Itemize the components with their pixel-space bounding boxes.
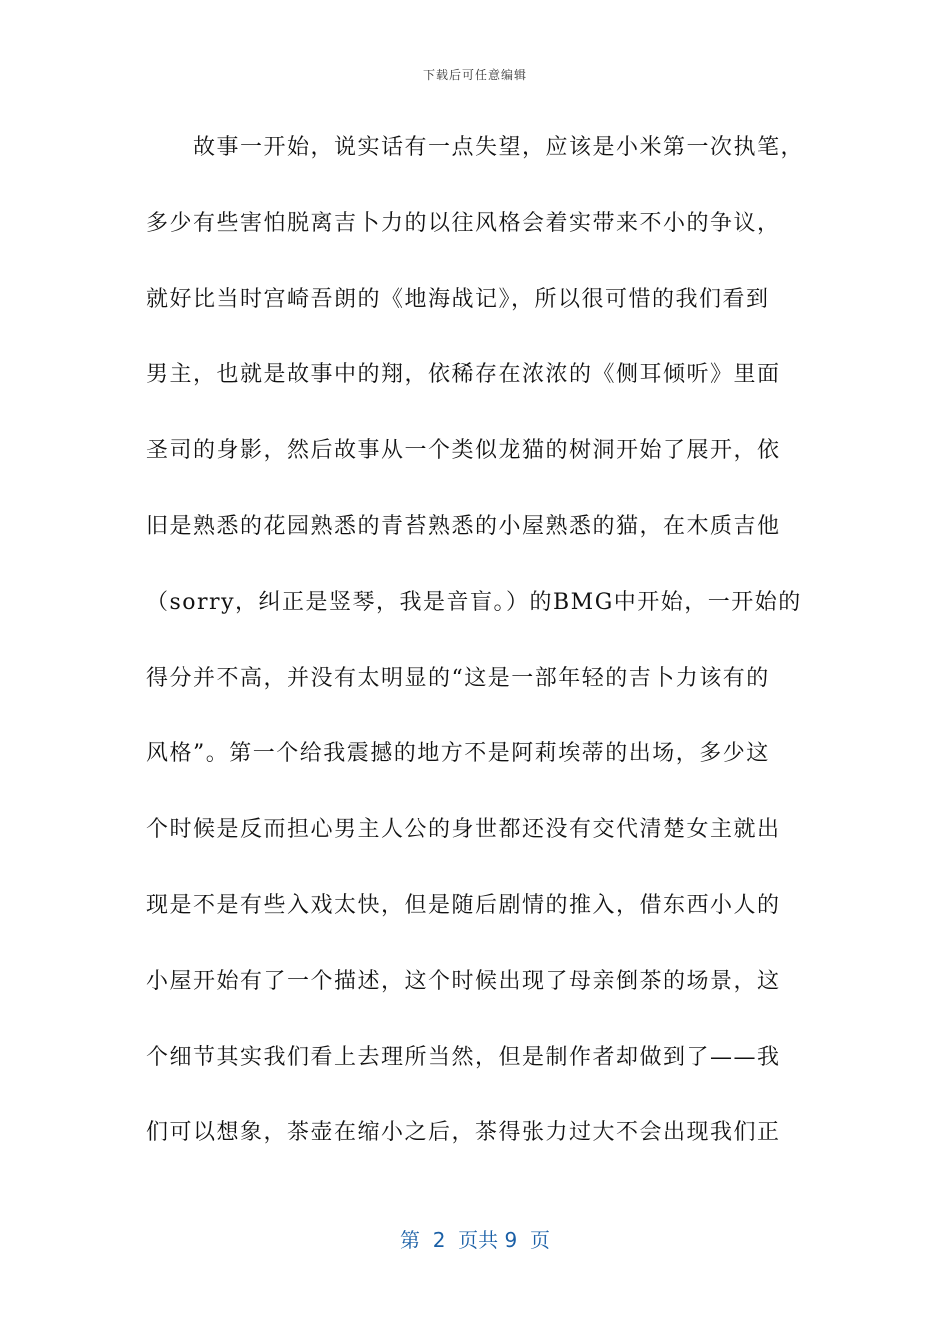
body-text [146,120,806,1181]
text-line: 个细节其实我们看上去理所当然，但是制作者却做到了——我 [146,1044,781,1070]
text-line: 男主，也就是故事中的翔，依稀存在浓浓的《侧耳倾听》里面 [146,362,781,388]
page-header: 下载后可任意编辑 [422,68,527,82]
text-line: 圣司的身影，然后故事从一个类似龙猫的树洞开始了展开，依 [146,438,781,464]
text-line: 多少有些害怕脱离吉卜力的以往风格会着实带来不小的争议， [146,210,781,236]
text-line: 旧是熟悉的花园熟悉的青苔熟悉的小屋熟悉的猫，在木质吉他 [146,513,781,539]
page-number: 第 2 页共 9 页 [400,1228,550,1252]
text-line: 们可以想象，茶壶在缩小之后，茶得张力过大不会出现我们正 [146,1120,781,1146]
text-line: 风格”。第一个给我震撼的地方不是阿莉埃蒂的出场，多少这 [146,741,770,767]
text-line: 个时候是反而担心男主人公的身世都还没有交代清楚女主就出 [146,817,781,843]
text-line: 就好比当时宫崎吾朗的《地海战记》，所以很可惜的我们看到 [146,286,770,312]
text-line: 故事一开始，说实话有一点失望，应该是小米第一次执笔， [193,135,805,160]
text-line: 现是不是有些入戏太快，但是随后剧情的推入，借东西小人的 [146,892,781,918]
text-line: 得分并不高，并没有太明显的“这是一部年轻的吉卜力该有的 [146,665,770,691]
text-line: 小屋开始有了一个描述，这个时候出现了母亲倒茶的场景，这 [146,968,781,994]
text-line: （sorry，纠正是竖琴，我是音盲。）的BMG中开始，一开始的 [146,589,802,615]
